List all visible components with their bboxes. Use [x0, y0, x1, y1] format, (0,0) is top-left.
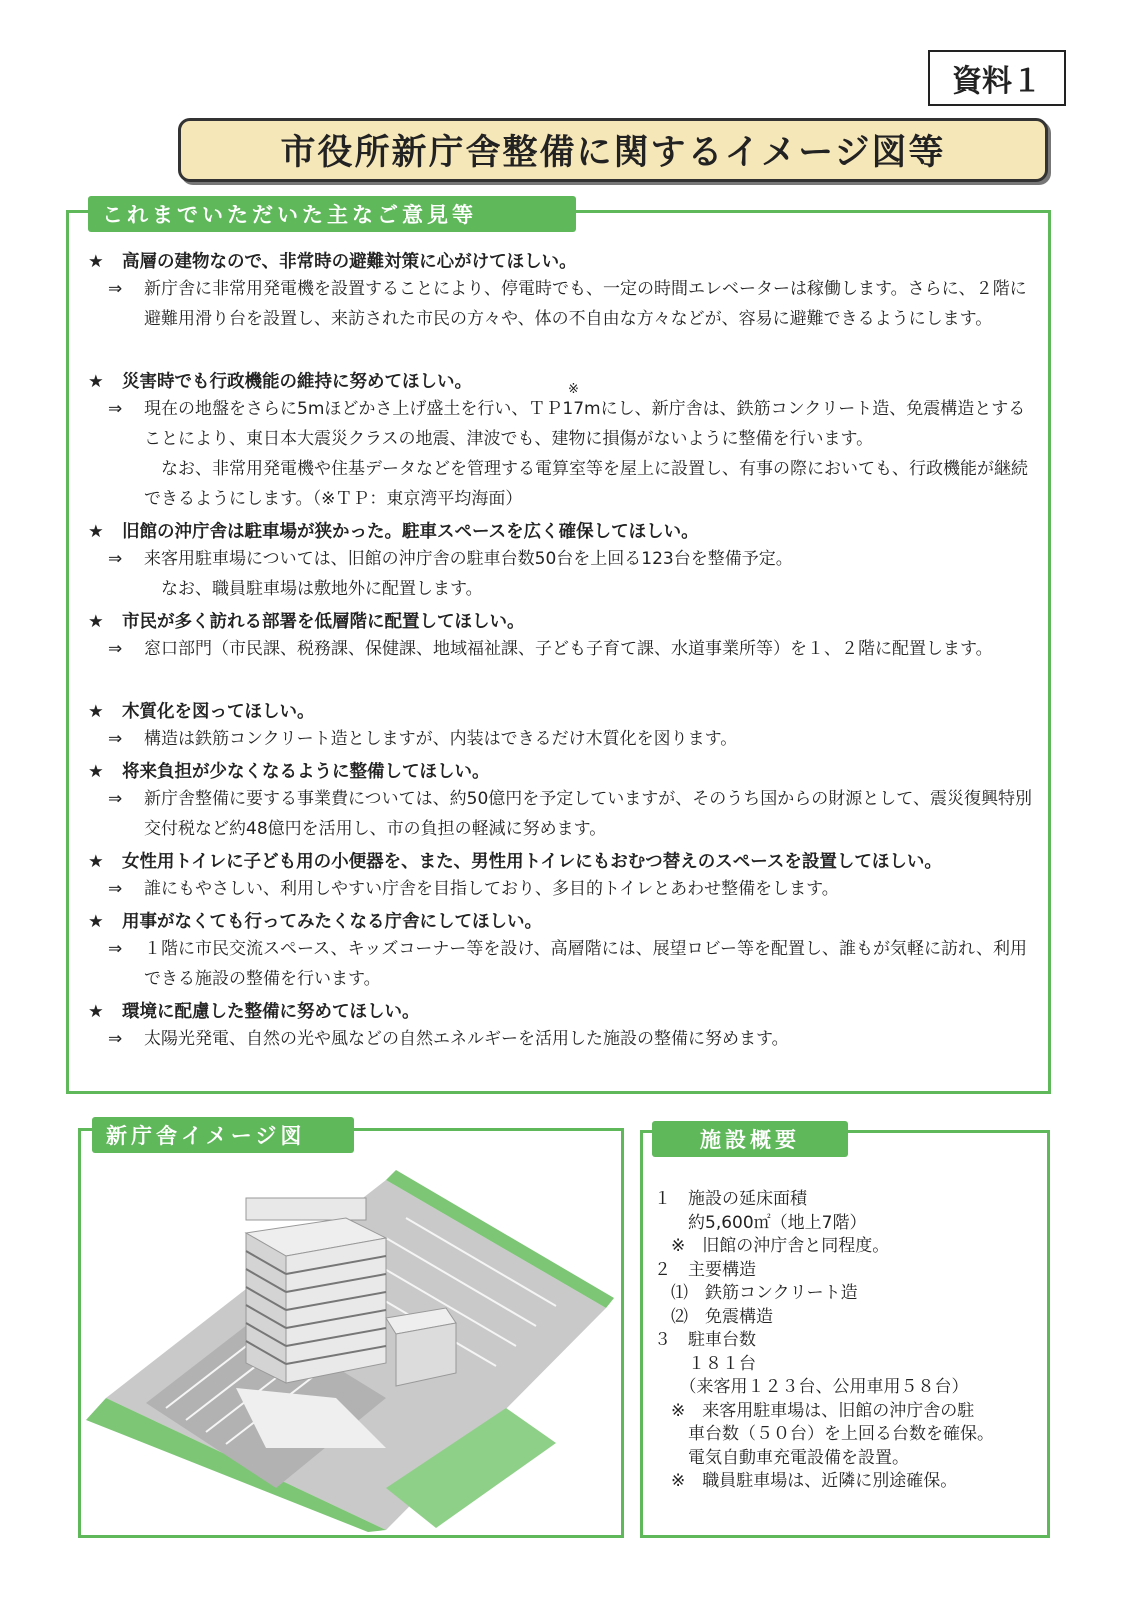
arrow-icon: ⇒: [108, 879, 123, 899]
note-mark: ※: [568, 382, 579, 397]
summary-line: ※ 来客用駐車場は、旧館の沖庁舎の駐: [654, 1400, 975, 1421]
opinion-question: ★ 災害時でも行政機能の維持に努めてほしい。: [88, 372, 472, 392]
arrow-icon: ⇒: [108, 939, 123, 959]
opinion-answer: ⇒ 窓口部門（市民課、税務課、保健課、地域福祉課、子ども子育て課、水道事業所等）を１、２階に配置します。: [108, 634, 1038, 664]
summary-line: １ 施設の延床面積: [654, 1189, 807, 1209]
opinion-question: ★ 市民が多く訪れる部署を低層階に配置してほしい。: [88, 612, 525, 632]
building-illustration: [86, 1158, 616, 1532]
opinion-item: [88, 700, 1038, 754]
star-icon: ★: [88, 522, 104, 542]
opinion-question: ★ 用事がなくても行ってみたくなる庁舎にしてほしい。: [88, 912, 542, 932]
opinion-answer: ⇒ 現在の地盤をさらに5mほどかさ上げ盛土を行い、ＴＰ17mにし、新庁舎は、鉄筋コンクリート造、免震構造とすることにより、東日本大震災クラスの地震、津波でも、建物に損傷がないように整備を行います。 なお、非常用発電機や住基データなどを管理する電算室等を屋上に設置し、有事の際においても、行政機能が継続できるようにします。（※ＴＰ：東京湾平均海面）: [108, 394, 1038, 514]
summary-line: ⑴ 鉄筋コンクリート造: [654, 1283, 858, 1303]
arrow-icon: ⇒: [108, 399, 123, 419]
opinion-item: [88, 520, 1038, 604]
opinion-item: [88, 1000, 1038, 1054]
arrow-icon: ⇒: [108, 639, 123, 659]
star-icon: ★: [88, 852, 104, 872]
opinion-item: [88, 370, 1038, 514]
opinions-heading: これまでいただいた主なご意見等: [88, 196, 576, 232]
summary-line: 電気自動車充電設備を設置。: [654, 1447, 909, 1468]
summary-line: 約5,600㎡（地上7階）: [654, 1212, 867, 1233]
summary-line: １８１台: [654, 1353, 756, 1374]
opinion-answer: ⇒ 構造は鉄筋コンクリート造としますが、内装はできるだけ木質化を図ります。: [108, 724, 1038, 754]
page-title: 市役所新庁舎整備に関するイメージ図等: [178, 118, 1048, 182]
star-icon: ★: [88, 372, 104, 392]
star-icon: ★: [88, 1002, 104, 1022]
opinion-question: ★ 女性用トイレに子ども用の小便器を、また、男性用トイレにもおむつ替えのスペースを設置してほしい。: [88, 852, 942, 872]
star-icon: ★: [88, 252, 104, 272]
summary-line: （来客用１２３台、公用車用５８台）: [654, 1377, 969, 1397]
summary-heading: 施設概要: [652, 1121, 848, 1157]
summary-line: ※ 職員駐車場は、近隣に別途確保。: [654, 1471, 958, 1491]
document-label: 資料１: [928, 50, 1066, 106]
star-icon: ★: [88, 762, 104, 782]
opinion-item: [88, 610, 1038, 664]
facility-summary: [654, 1188, 994, 1494]
opinion-answer: ⇒ 新庁舎に非常用発電機を設置することにより、停電時でも、一定の時間エレベーターは稼働します。さらに、２階に避難用滑り台を設置し、来訪された市民の方々や、体の不自由な方々などが、容易に避難できるようにします。: [108, 274, 1038, 334]
summary-line: ２ 主要構造: [654, 1259, 756, 1280]
summary-line: 車台数（５０台）を上回る台数を確保。: [654, 1424, 994, 1444]
opinion-answer: ⇒ １階に市民交流スペース、キッズコーナー等を設け、高層階には、展望ロビー等を配置し、誰もが気軽に訪れ、利用できる施設の整備を行います。: [108, 934, 1038, 994]
opinion-answer: ⇒ 太陽光発電、自然の光や風などの自然エネルギーを活用した施設の整備に努めます。: [108, 1024, 1038, 1054]
opinion-answer: ⇒ 新庁舎整備に要する事業費については、約50億円を予定していますが、そのうち国からの財源として、震災復興特別交付税など約48億円を活用し、市の負担の軽減に努めます。: [108, 784, 1038, 844]
opinion-answer: ⇒ 誰にもやさしい、利用しやすい庁舎を目指しており、多目的トイレとあわせ整備をします。: [108, 874, 1038, 904]
arrow-icon: ⇒: [108, 1029, 123, 1049]
opinion-question: ★ 旧館の沖庁舎は駐車場が狭かった。駐車スペースを広く確保してほしい。: [88, 522, 699, 542]
opinion-item: [88, 850, 1038, 904]
image-heading: 新庁舎イメージ図: [92, 1117, 354, 1153]
star-icon: ★: [88, 912, 104, 932]
summary-line: ⑵ 免震構造: [654, 1306, 773, 1327]
star-icon: ★: [88, 702, 104, 722]
arrow-icon: ⇒: [108, 279, 123, 299]
star-icon: ★: [88, 612, 104, 632]
summary-line: ３ 駐車台数: [654, 1330, 756, 1350]
opinion-item: [88, 760, 1038, 844]
opinion-question: ★ 木質化を図ってほしい。: [88, 702, 315, 722]
opinion-question: ★ 高層の建物なので、非常時の避難対策に心がけてほしい。: [88, 252, 577, 272]
arrow-icon: ⇒: [108, 549, 123, 569]
opinion-question: ★ 環境に配慮した整備に努めてほしい。: [88, 1002, 420, 1022]
opinion-question: ★ 将来負担が少なくなるように整備してほしい。: [88, 762, 490, 782]
opinion-item: [88, 250, 1038, 334]
arrow-icon: ⇒: [108, 729, 123, 749]
opinion-answer: ⇒ 来客用駐車場については、旧館の沖庁舎の駐車台数50台を上回る123台を整備予定。 なお、職員駐車場は敷地外に配置します。: [108, 544, 1038, 604]
arrow-icon: ⇒: [108, 789, 123, 809]
summary-line: ※ 旧館の沖庁舎と同程度。: [654, 1236, 890, 1256]
opinion-item: [88, 910, 1038, 994]
